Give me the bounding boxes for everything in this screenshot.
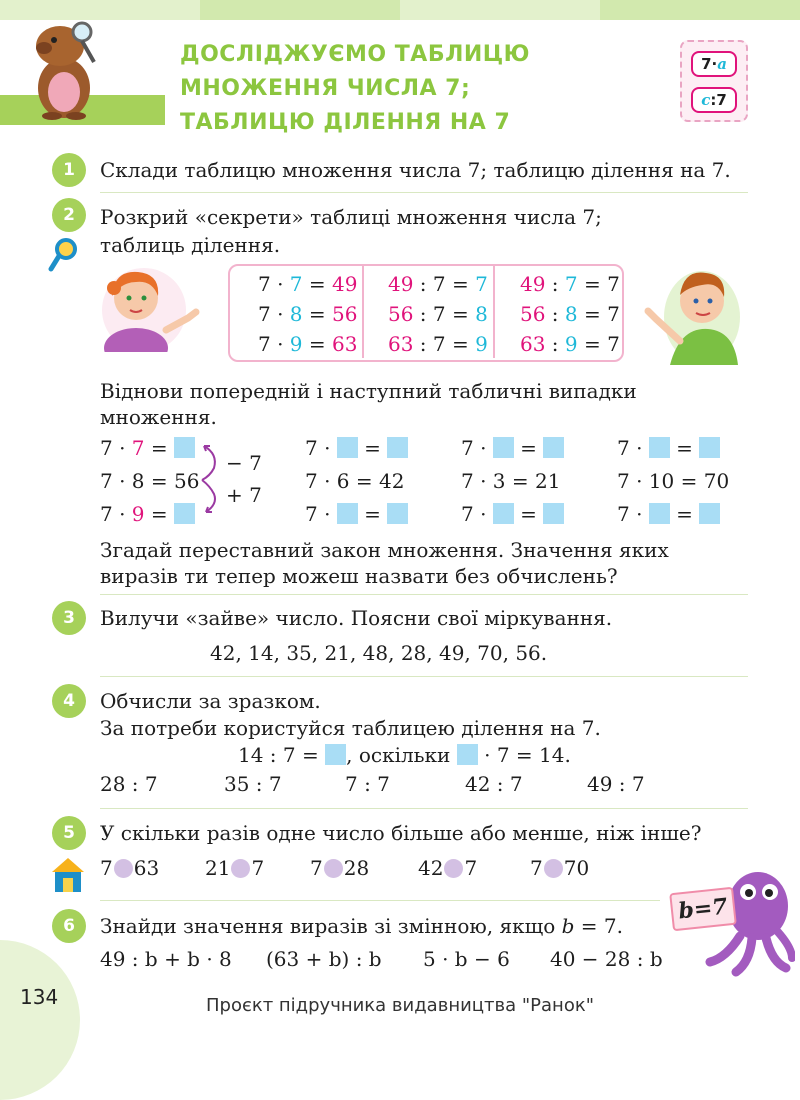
top-stripe xyxy=(600,0,800,20)
table-cell: 63 : 9 = 7 xyxy=(520,332,620,356)
badge-multiply xyxy=(691,51,737,77)
boy-illustration-icon xyxy=(640,255,740,367)
badge-divide xyxy=(691,87,737,113)
table-cell: 49 : 7 = 7 xyxy=(520,272,620,296)
task-number: 4 xyxy=(52,684,86,718)
worked-example: 14 : 7 = , оскільки · 7 = 14. xyxy=(238,743,571,767)
task-text: Віднови попередній і наступний табличні випадки xyxy=(100,379,637,403)
expression: (63 + b) : b xyxy=(266,947,382,971)
top-stripe xyxy=(0,0,200,20)
answer-box[interactable] xyxy=(543,503,564,524)
answer-box[interactable] xyxy=(337,437,358,458)
task-text: У скільки разів одне число більше або менше, ніж інше? xyxy=(100,821,702,845)
table-cell: 56 : 7 = 8 xyxy=(388,302,488,326)
badge-var: a xyxy=(717,55,727,73)
compare-circle[interactable] xyxy=(544,859,563,878)
title-line: МНОЖЕННЯ ЧИСЛА 7; xyxy=(180,76,471,101)
grid-row: 7 · 6 = 42 xyxy=(305,469,405,493)
expression: 40 − 28 : b xyxy=(550,947,663,971)
divider xyxy=(100,594,748,595)
division-item: 42 : 7 xyxy=(465,772,523,796)
task-text: Вилучи «зайве» число. Поясни свої міркування. xyxy=(100,606,613,630)
answer-box[interactable] xyxy=(493,437,514,458)
task-number: 6 xyxy=(52,909,86,943)
grid-row: 7 · = xyxy=(305,500,408,528)
compare-circle[interactable] xyxy=(231,859,250,878)
task-text: множення. xyxy=(100,405,217,429)
answer-box[interactable] xyxy=(387,437,408,458)
compare-circle[interactable] xyxy=(114,859,133,878)
grid-row: 7 · = xyxy=(305,434,408,462)
compare-pair: 7 63 xyxy=(100,856,160,880)
table-cell: 7 · 8 = 56 xyxy=(258,302,358,326)
compare-pair: 42 7 xyxy=(418,856,478,880)
divider xyxy=(100,900,660,901)
answer-box[interactable] xyxy=(325,744,346,765)
publisher-footer: Проєкт підручника видавництва "Ранок" xyxy=(205,995,594,1016)
task-number: 2 xyxy=(52,198,86,232)
badge-var: c xyxy=(701,91,711,109)
topic-badge xyxy=(680,40,748,122)
badge-op: : xyxy=(710,91,717,109)
task-number: 1 xyxy=(52,153,86,187)
table-cell: 56 : 8 = 7 xyxy=(520,302,620,326)
task-number: 5 xyxy=(52,816,86,850)
number-list: 42, 14, 35, 21, 48, 28, 49, 70, 56. xyxy=(210,641,548,665)
task-number: 3 xyxy=(52,601,86,635)
division-item: 7 : 7 xyxy=(345,772,390,796)
compare-circle[interactable] xyxy=(324,859,343,878)
answer-box[interactable] xyxy=(174,437,195,458)
badge-num: 7 xyxy=(716,91,727,109)
top-stripe xyxy=(200,0,400,20)
divider xyxy=(100,192,748,193)
division-item: 28 : 7 xyxy=(100,772,158,796)
division-item: 35 : 7 xyxy=(224,772,282,796)
page-number: 134 xyxy=(20,985,59,1009)
curly-arrows-icon xyxy=(198,442,224,516)
top-stripe xyxy=(400,0,600,20)
example-row: 7 · 8 = 56 xyxy=(100,469,200,493)
answer-box[interactable] xyxy=(699,503,720,524)
divider xyxy=(100,808,748,809)
expression: 5 · b − 6 xyxy=(423,947,510,971)
example-row: 7 · 9 = xyxy=(100,500,195,528)
compare-pair: 21 7 xyxy=(205,856,265,880)
table-cell: 49 : 7 = 7 xyxy=(388,272,488,296)
compare-circle[interactable] xyxy=(444,859,463,878)
table-cell: 63 : 7 = 9 xyxy=(388,332,488,356)
compare-pair: 7 70 xyxy=(530,856,590,880)
task-text: таблиць ділення. xyxy=(100,233,281,257)
divider xyxy=(100,676,748,677)
task-text: Розкрий «секрети» таблиці множення числа 7; xyxy=(100,205,602,229)
task-text: Обчисли за зразком. xyxy=(100,689,321,713)
capybara-mascot-icon xyxy=(30,18,110,120)
page-title xyxy=(180,38,620,140)
plus-seven: + 7 xyxy=(226,483,262,507)
table-divider xyxy=(493,266,495,358)
task-text: Склади таблицю множення числа 7; таблицю ділення на 7. xyxy=(100,158,731,182)
minus-seven: − 7 xyxy=(226,451,262,475)
answer-box[interactable] xyxy=(337,503,358,524)
grid-row: 7 · = xyxy=(617,500,720,528)
task-text: Знайди значення виразів зі змінною, якщо b = 7. xyxy=(100,914,623,938)
answer-box[interactable] xyxy=(493,503,514,524)
table-cell: 7 · 9 = 63 xyxy=(258,332,358,356)
variable-sign: b=7 xyxy=(669,887,737,931)
example-row: 7 · 7 = xyxy=(100,434,195,462)
grid-row: 7 · 10 = 70 xyxy=(617,469,730,493)
answer-box[interactable] xyxy=(174,503,195,524)
answer-box[interactable] xyxy=(649,503,670,524)
magnifier-icon xyxy=(48,237,78,275)
table-divider xyxy=(362,266,364,358)
badge-op: · xyxy=(711,55,718,73)
grid-row: 7 · = xyxy=(461,434,564,462)
task-text: Згадай переставний закон множення. Значення яких xyxy=(100,538,669,562)
answer-box[interactable] xyxy=(457,744,478,765)
expression: 49 : b + b · 8 xyxy=(100,947,232,971)
division-item: 49 : 7 xyxy=(587,772,645,796)
grid-row: 7 · = xyxy=(461,500,564,528)
answer-box[interactable] xyxy=(699,437,720,458)
grid-row: 7 · 3 = 21 xyxy=(461,469,561,493)
badge-num: 7 xyxy=(701,55,712,73)
task-text: виразів ти тепер можеш назвати без обчислень? xyxy=(100,564,618,588)
grid-row: 7 · = xyxy=(617,434,720,462)
title-line: ДОСЛІДЖУЄМО ТАБЛИЦЮ xyxy=(180,42,531,67)
task-text: За потреби користуйся таблицею ділення на 7. xyxy=(100,716,601,740)
answer-box[interactable] xyxy=(387,503,408,524)
title-line: ТАБЛИЦЮ ДІЛЕННЯ НА 7 xyxy=(180,110,511,135)
table-cell: 7 · 7 = 49 xyxy=(258,272,358,296)
girl-illustration-icon xyxy=(96,260,206,352)
answer-box[interactable] xyxy=(649,437,670,458)
compare-pair: 7 28 xyxy=(310,856,370,880)
answer-box[interactable] xyxy=(543,437,564,458)
page-corner xyxy=(0,940,80,1100)
house-icon xyxy=(50,856,86,894)
